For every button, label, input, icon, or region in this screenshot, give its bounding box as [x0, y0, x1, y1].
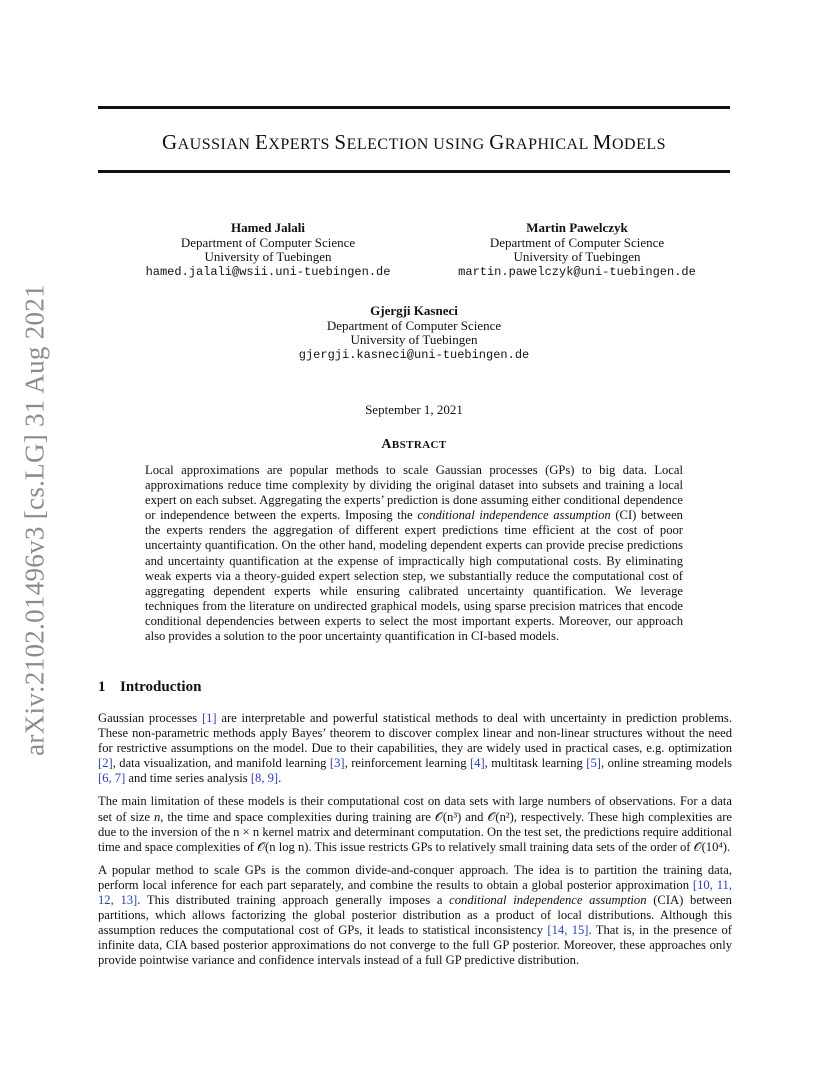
author-email[interactable]: martin.pawelczyk@uni-tuebingen.de [458, 264, 696, 279]
citation-link[interactable]: [14, 15] [547, 923, 589, 938]
author-university: University of Tuebingen [350, 332, 478, 348]
arxiv-identifier: arXiv:2102.01496v3 [cs.LG] 31 Aug 2021 [19, 284, 50, 756]
math-expression: 𝒪(10⁴) [693, 839, 727, 854]
introduction-body [98, 711, 732, 977]
title-rule-top [98, 106, 730, 109]
paragraph: A popular method to scale GPs is the common divide-and-conquer approach. The idea is to partition the training data, perform local inference for each part separately, and combine the results to obtain a global posterior approximation [10, 11, 12, 13]. This distributed training approach generally imposes a conditional independence assumption (CIA) between partitions, which allows factorizing the global posterior distribution as a product of local distributions. Although this assumption reduces the computational cost of GPs, it leads to statistical inconsistency [14, 15]. That is, in the presence of infinite data, CIA based posterior approximations do not converge to the full GP posterior. Moreover, these approaches only provide pointwise variance and confidence intervals instead of a full GP predictive distribution. [98, 862, 732, 968]
author-university: University of Tuebingen [513, 249, 641, 265]
author-email[interactable]: gjergji.kasneci@uni-tuebingen.de [298, 347, 530, 362]
citation-link[interactable]: [1] [201, 711, 217, 725]
citation-link[interactable]: [5] [586, 756, 601, 771]
citation-link[interactable]: [4] [469, 756, 485, 771]
paper-title: GAUSSIAN EXPERTS SELECTION USING GRAPHICAL MODELS [161, 130, 667, 154]
math-expression: n × n [233, 824, 260, 839]
author-email[interactable]: hamed.jalali@wsii.uni-tuebingen.de [145, 264, 391, 279]
title-rule-bottom [98, 170, 730, 173]
math-expression: 𝒪(n²) [487, 809, 514, 824]
author-block [254, 304, 574, 362]
citation-link[interactable]: [2] [98, 756, 113, 771]
author-name: Martin Pawelczyk [526, 220, 628, 235]
paper-date: September 1, 2021 [365, 402, 463, 417]
author-block [108, 221, 428, 279]
abstract-text: Local approximations are popular methods to scale Gaussian processes (GPs) to big data. Local approximations reduce time complexity by dividing the original dataset into subsets and training a local expert on each subset. Aggregating the experts’ prediction is done assuming either conditional dependence or independence between the experts. Imposing the conditional independence assumption (CI) between the experts renders the aggregation of different expert predictions time efficient at the cost of poor uncertainty quantification. On the other hand, modeling dependent experts can provide precise predictions and uncertainty quantification at the expense of impractically high computational costs. By eliminating weak experts via a theory-guided expert selection step, we substantially reduce the computational cost of aggregating dependent experts while ensuring calibrated uncertainty quantification. We leverage techniques from the literature on undirected graphical models, using sparse precision matrices that encode conditional dependencies between experts to select the most important experts. Moreover, our approach also provides a solution to the poor uncertainty quantification in CI-based models. [145, 463, 683, 644]
author-name: Gjergji Kasneci [370, 303, 458, 318]
author-department: Department of Computer Science [489, 234, 665, 250]
citation-link[interactable]: [10, 11, 12, 13] [98, 877, 732, 908]
author-department: Department of Computer Science [180, 234, 356, 250]
section-number: 1 [98, 679, 106, 695]
citation-link[interactable]: [3] [329, 756, 345, 771]
author-block [417, 221, 737, 279]
section-title: Introduction [120, 679, 202, 695]
paragraph: Gaussian processes [1] are interpretable and powerful statistical methods to deal with uncertainty in prediction problems. These non-parametric methods apply Bayes’ theorem to discover complex linear and non-linear structures without the need for restrictive assumptions on the model. Due to their capabilities, they are widely used in practical cases, e.g. optimization [2], data visualization, and manifold learning [3], reinforcement learning [4], multitask learning [5], online streaming models [6, 7] and time series analysis [8, 9]. [98, 711, 732, 786]
abstract-heading: ABSTRACT [381, 437, 447, 452]
section-heading-introduction [98, 679, 201, 696]
math-expression: 𝒪(n log n) [257, 839, 309, 854]
author-department: Department of Computer Science [326, 317, 502, 333]
author-university: University of Tuebingen [204, 249, 332, 265]
author-name: Hamed Jalali [230, 220, 306, 235]
citation-link[interactable]: [6, 7] [98, 771, 126, 786]
arxiv-sidebar [20, 285, 50, 755]
citation-link[interactable]: [8, 9] [250, 771, 279, 786]
paragraph: The main limitation of these models is their computational cost on data sets with large numbers of observations. For a data set of size n, the time and space complexities during training are 𝒪(n³) and 𝒪(n²), respectively. These high complexities are due to the inversion of the n × n kernel matrix and determinant computation. On the test set, the predictions require additional time and space complexities of 𝒪(n log n). This issue restricts GPs to relatively small training data sets of the order of 𝒪(10⁴). [98, 794, 732, 854]
math-expression: 𝒪(n³) [434, 809, 462, 824]
